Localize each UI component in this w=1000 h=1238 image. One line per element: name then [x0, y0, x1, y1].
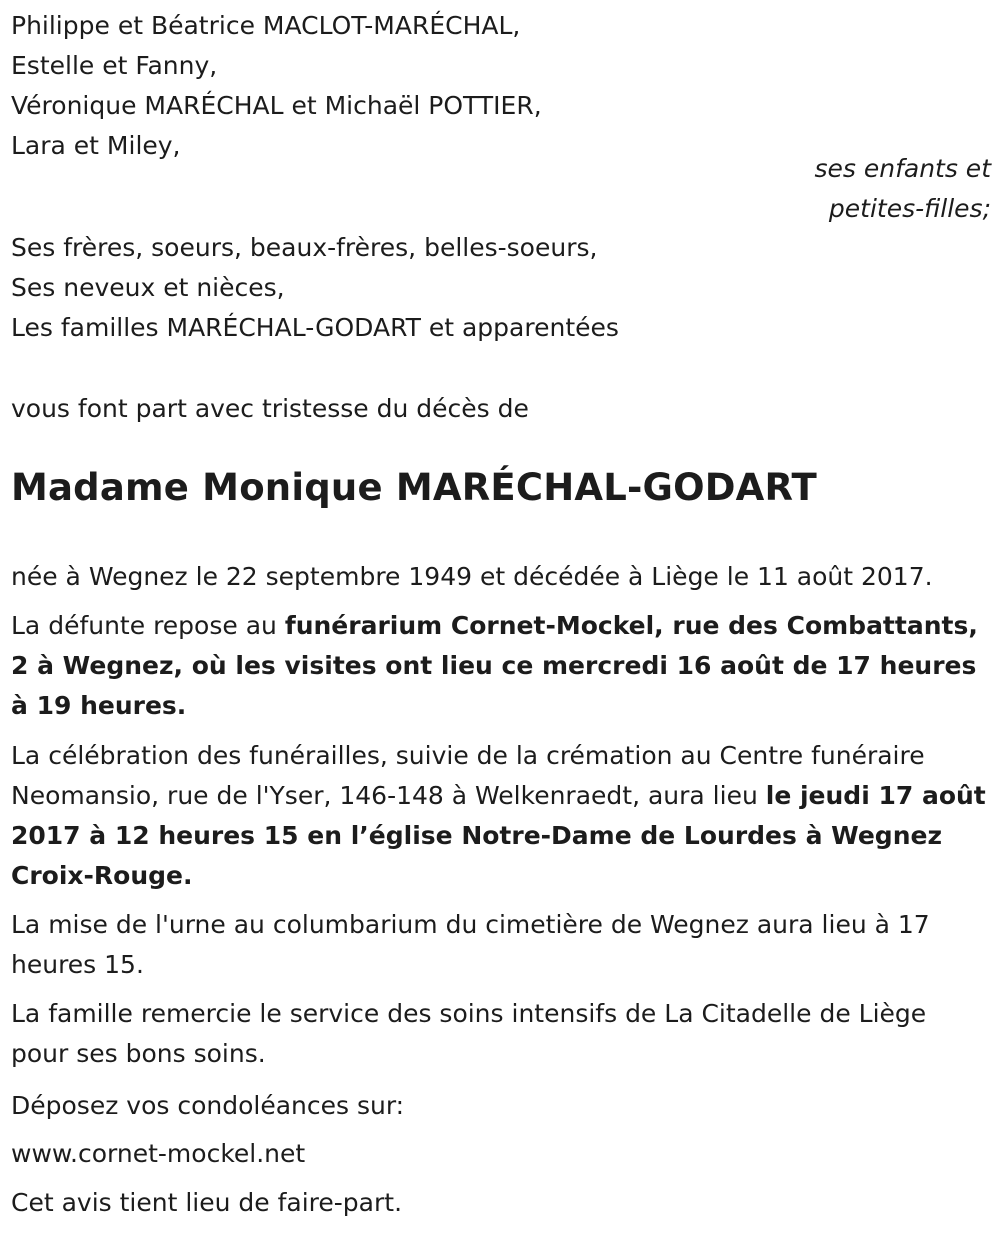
deceased-name: Madame Monique MARÉCHAL-GODART [11, 466, 817, 509]
birth-death-text: née à Wegnez le 22 septembre 1949 et décédée à Liège le 11 août 2017. [11, 562, 933, 591]
repose-details: funérarium Cornet-Mockel, rue des Combattants, 2 à Wegnez, où les visites ont lieu ce mercredi 16 août de 17 heures à 19 heures. [11, 611, 978, 720]
relation-line-1: ses enfants et [814, 154, 991, 183]
website-link[interactable]: www.cornet-mockel.net [11, 1139, 306, 1168]
closing-text: Cet avis tient lieu de faire-part. [11, 1188, 403, 1217]
celebration-details: le jeudi 17 août 2017 à 12 heures 15 en l’église Notre-Dame de Lourdes à Wegnez Croix-Rouge. [11, 781, 986, 890]
condolences-label: Déposez vos condoléances sur: [11, 1091, 405, 1120]
family-line-2: Estelle et Fanny, [11, 51, 218, 80]
relatives-line-3: Les familles MARÉCHAL-GODART et apparentées [11, 313, 619, 342]
thanks-paragraph: La famille remercie le service des soins intensifs de La Citadelle de Liège pour ses bons soins. [11, 999, 927, 1068]
celebration-intro: La célébration des funérailles, suivie de la crémation au Centre funéraire Neomansio, rue de l'Yser, 146-148 à Welkenraedt, aura lieu [11, 741, 925, 810]
family-line-1: Philippe et Béatrice MACLOT-MARÉCHAL, [11, 11, 521, 40]
celebration-paragraph [11, 736, 991, 896]
repose-intro: La défunte repose au [11, 611, 285, 640]
urn-paragraph: La mise de l'urne au columbarium du cimetière de Wegnez aura lieu à 17 heures 15. [11, 910, 930, 979]
relation-line-2: petites-filles; [828, 194, 991, 223]
repose-paragraph [11, 606, 991, 726]
family-line-4: Lara et Miley, [11, 131, 181, 160]
family-line-3: Véronique MARÉCHAL et Michaël POTTIER, [11, 91, 542, 120]
announcement-text: vous font part avec tristesse du décès de [11, 394, 529, 423]
relatives-line-2: Ses neveux et nièces, [11, 273, 285, 302]
relatives-line-1: Ses frères, soeurs, beaux-frères, belles-soeurs, [11, 233, 598, 262]
